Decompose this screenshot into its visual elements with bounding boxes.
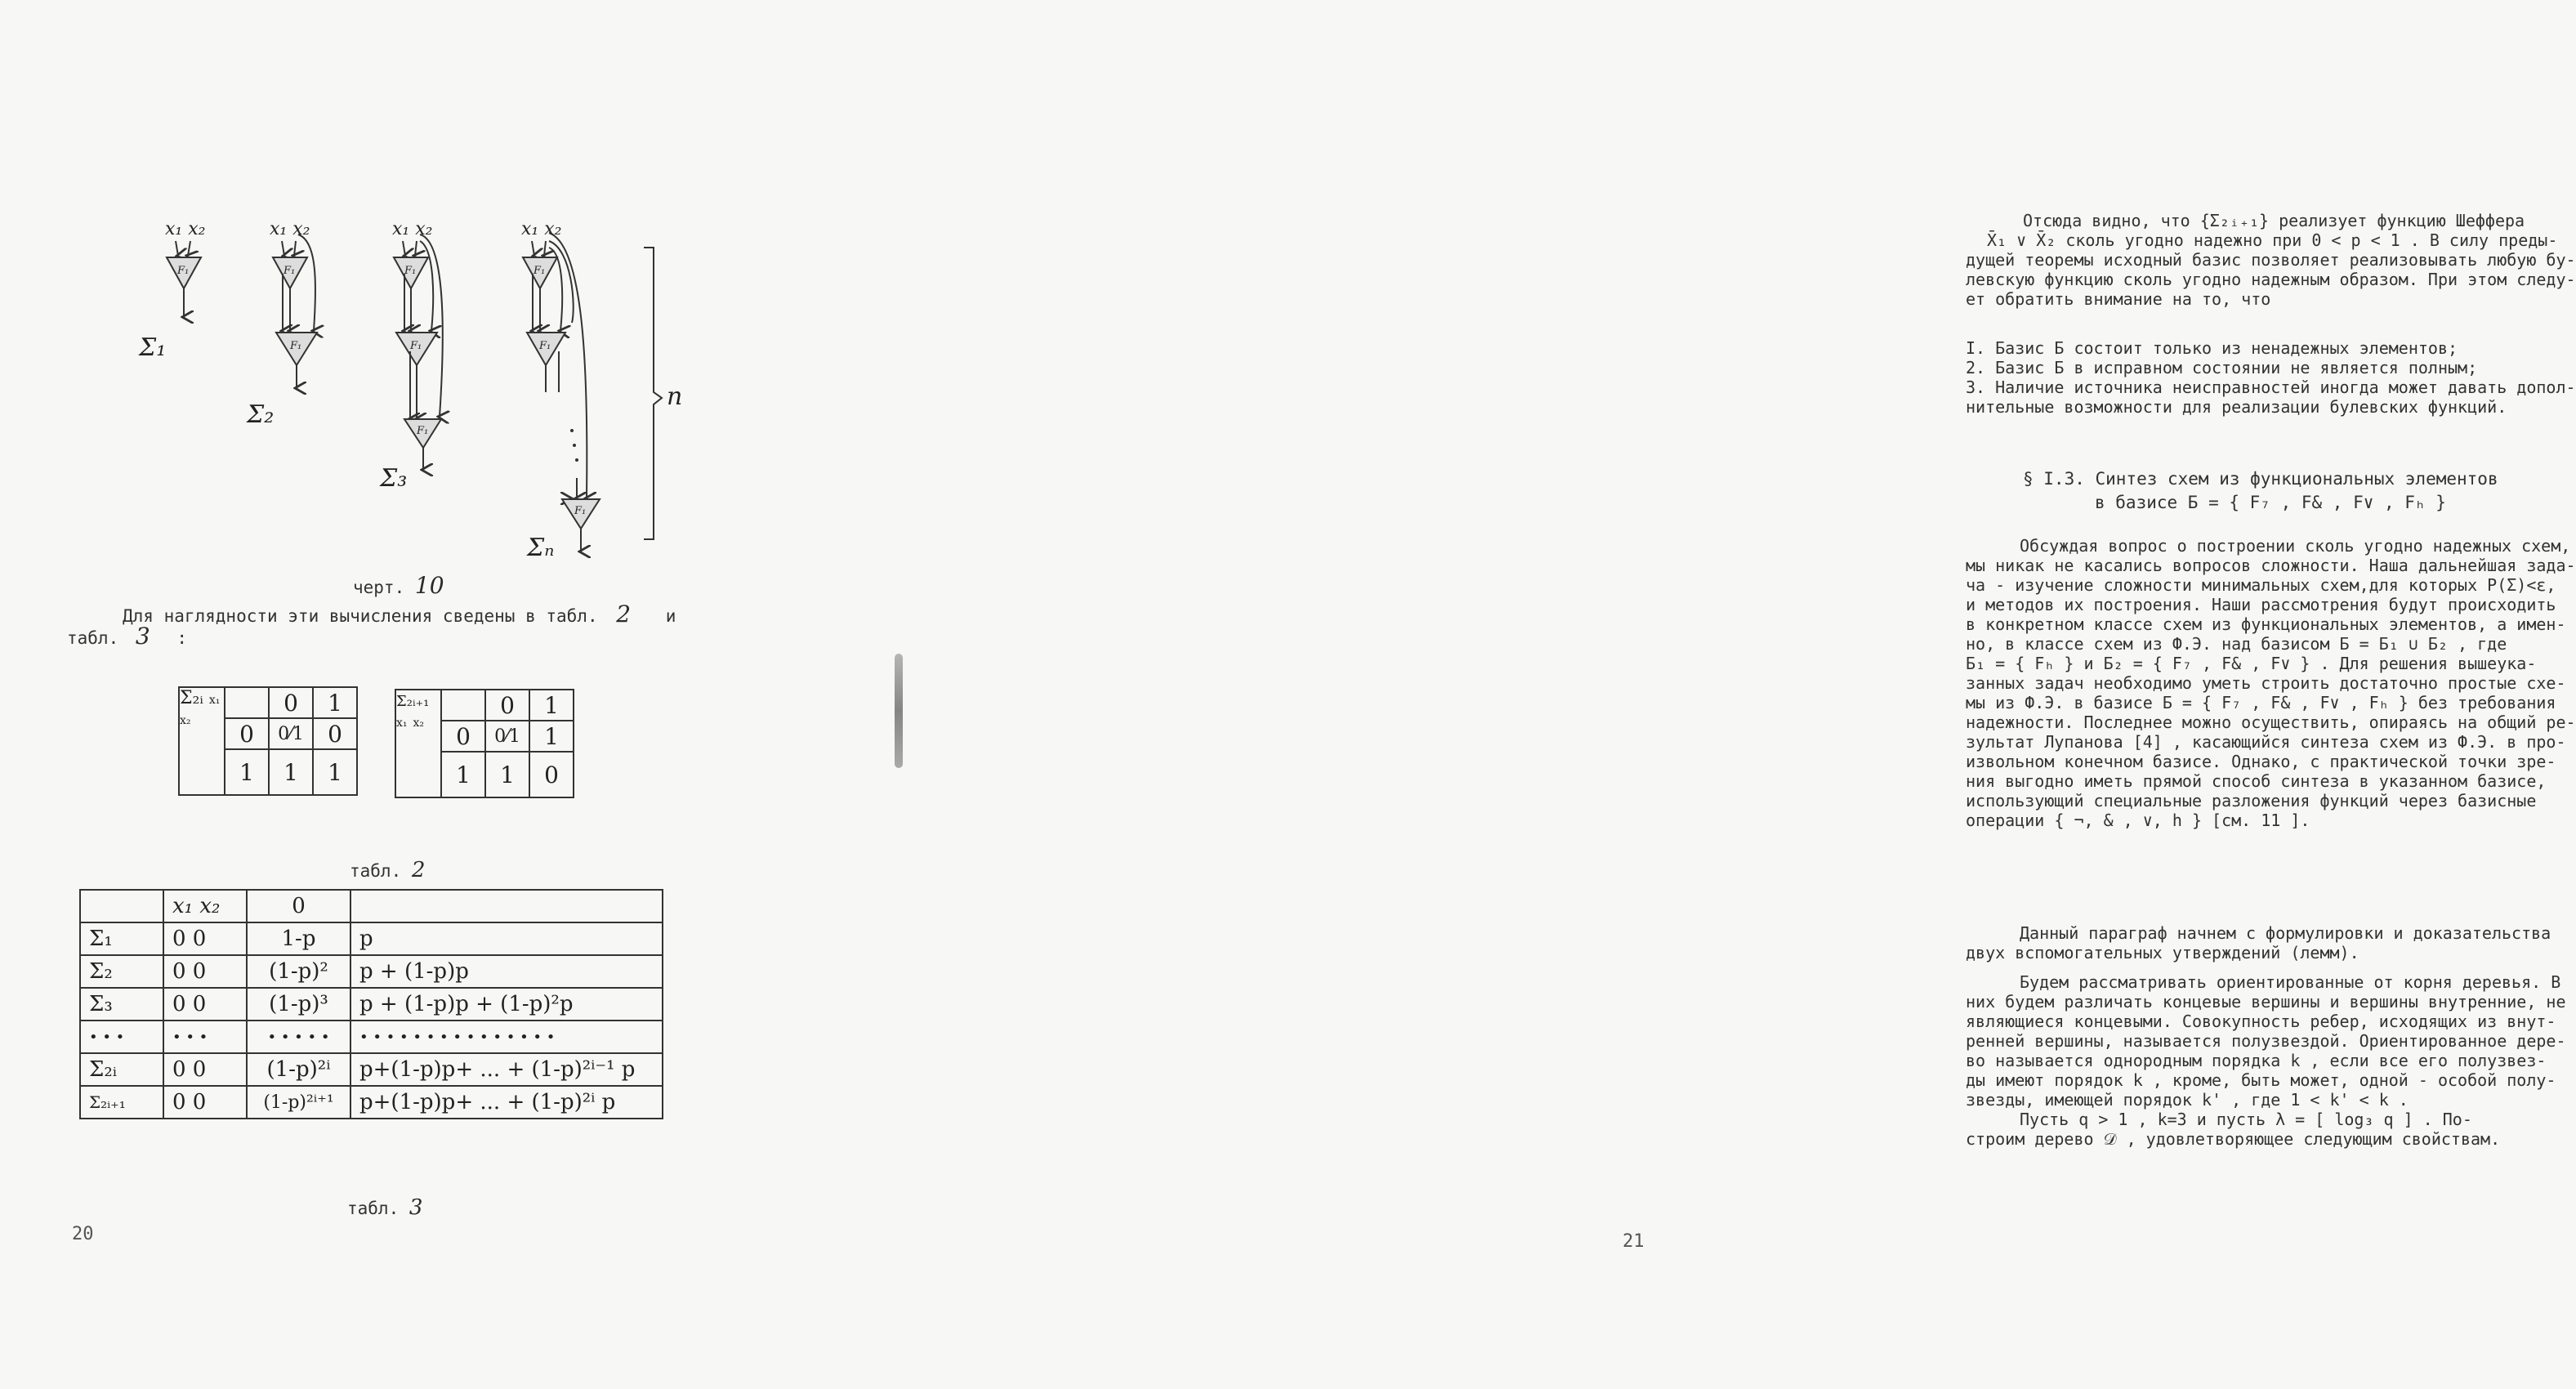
cell: 1 [441,752,485,797]
gate-label: F₁ [404,265,417,277]
col-header: 1 [313,687,357,718]
cell: (1-p)²ⁱ⁺¹ [247,1086,350,1119]
figure-inputs: x₁ x₂ [270,219,310,239]
p2-line: Обсуждая вопрос о построении сколь угодно надежных схем, [2020,536,2571,556]
cell: 1 [225,749,269,795]
gate-label: F₁ [290,340,302,352]
p4-line: ды имеют порядок k , кроме, быть может, одной - особой полу- [1966,1070,2556,1090]
cell: Σ₁ [80,922,163,955]
cell: 1 [485,752,529,797]
list-line: 2. Базис Б в исправном состоянии не является полным; [1966,358,2478,377]
cell: p + (1-p)p [350,955,663,988]
corner-x1: x₁ [208,694,221,707]
header-cell: 0 [247,890,350,922]
p2-line: в конкретном классе схем из функциональных элементов, а имен- [1966,614,2566,634]
p1-line: левскую функцию сколь угодно надежным образом. При этом следу- [1966,270,2576,289]
caption-number: 2 [411,858,426,882]
col-header [225,687,269,718]
cell: 0 0 [163,955,247,988]
cell: • • • [80,1021,163,1053]
corner-x2: x₂ [180,714,191,727]
p1-line: ет обратить внимание на то, что [1966,289,2271,309]
table-row [80,988,663,1021]
gate-label: F₁ [283,265,296,277]
p4-line: во называется однородным порядка k , если все его полузвез- [1966,1051,2547,1070]
corner-sigma: Σ₂ᵢ [180,688,203,708]
cell: 0⁄1 [485,721,529,752]
cell: (1-p)³ [247,988,350,1021]
gate-label: F₁ [534,265,546,277]
p4-line: Пусть q > 1 , k=3 и пусть λ = [ log₃ q ] . По- [2020,1110,2472,1129]
corner-x2: x₂ [413,717,425,730]
cell: 1 [269,749,313,795]
intro-line-2 [67,623,187,650]
table2-corner [395,690,441,797]
cell: Σ₃ [80,988,163,1021]
header-cell [80,890,163,922]
table3-caption [347,1195,422,1220]
p2-line: занных задач необходимо уметь строить достаточно простые схе- [1966,673,2566,693]
header-cell: x₁ x₂ [163,890,247,922]
p2-line: извольном конечном базисе. Однако, с практической точки зре- [1966,752,2556,771]
p1-line: дущей теоремы исходный базис позволяет реализовывать любую бу- [1966,250,2576,270]
table2-right [395,689,574,798]
cell: Σ₂ [80,955,163,988]
cell: (1-p)²ⁱ [247,1053,350,1086]
corner-sigma: Σ₂ᵢ₊₁ [396,693,430,710]
table-row [80,1053,663,1086]
p2-line: мы никак не касались вопросов сложности. Наша дальнейшая зада- [1966,556,2576,575]
col-header: 0 [269,687,313,718]
table2-corner [179,687,225,795]
sum-label: Σₙ [527,534,555,562]
table-ref: 3 [135,623,150,650]
cell: 1 [529,721,574,752]
table-row [80,1086,663,1119]
list-line: I. Базис Б состоит только из ненадежных элементов; [1966,338,2458,358]
figure-inputs: x₁ x₂ [392,219,433,239]
table-row [80,955,663,988]
intro-text: табл. [67,628,119,648]
circuit-figure [114,208,703,568]
table-header-row [80,890,663,922]
cell: Σ₂ᵢ₊₁ [80,1086,163,1119]
p2-line: использующий специальные разложения функций через базисные [1966,791,2537,811]
list-line: 3. Наличие источника неисправностей иногда может давать допол- [1966,377,2576,397]
right-page [954,0,2576,1389]
p2-line: операции { ¬, & , ∨, h } [см. 11 ]. [1966,811,2310,830]
gate-label: F₁ [410,340,422,352]
page-number: 21 [1623,1231,1645,1252]
p2-line: ния выгодно иметь прямой способ синтеза в указанном базисе, [1966,771,2547,791]
cell: 0 [441,721,485,752]
col-header [441,690,485,721]
table2-left [178,686,358,796]
cell: 0⁄1 [269,718,313,749]
cell: (1-p)² [247,955,350,988]
p2-line: зультат Лупанова [4] , касающийся синтеза схем из Ф.Э. в про- [1966,732,2566,752]
intro-text: и [665,606,676,626]
caption-number: 3 [408,1195,423,1220]
cell: • • • [163,1021,247,1053]
corner-x1: x₁ [396,717,408,730]
brace-label: n [667,382,683,411]
figure-inputs: x₁ x₂ [165,219,206,239]
sum-label: Σ₁ [139,333,167,362]
binding-smudge [895,654,903,768]
p3-line: Данный параграф начнем с формулировки и доказательства [2020,923,2551,943]
header-cell [350,890,663,922]
gate-label: F₁ [539,340,551,352]
section-title-1-line: § I.3. Синтез схем из функциональных элементов [2023,469,2498,489]
cell: p + (1-p)p + (1-p)²p [350,988,663,1021]
col-header: 1 [529,690,574,721]
cell: 0 0 [163,1086,247,1119]
p2-line: но, в классе схем из Ф.Э. над базисом Б = Б₁ ∪ Б₂ , где [1966,634,2507,654]
cell: • • • • • [247,1021,350,1053]
p4-line: них будем различать концевые вершины и вершины внутренние, не [1966,992,2566,1012]
col-header: 0 [485,690,529,721]
p1-line: X̄₁ ∨ X̄₂ сколь угодно надежно при 0 < p < 1 . В силу преды- [1987,230,2558,250]
table-row [80,1021,663,1053]
cell: 0 0 [163,922,247,955]
p4-line: звезды, имеющей порядок k' , где 1 < k' < k . [1966,1090,2409,1110]
figure-caption [353,572,444,599]
intro-line-1 [123,601,676,628]
gate-label: F₁ [417,425,429,437]
p4-line: Будем рассматривать ориентированные от корня деревья. В [2020,972,2561,992]
table-ref: 2 [616,601,632,628]
p2-line: надежности. Последнее можно осуществить, опираясь на общий ре- [1966,712,2576,732]
cell: 1 [313,749,357,795]
cell: 0 0 [163,1053,247,1086]
gate-label: F₁ [177,265,190,277]
p3-line: двух вспомогательных утверждений (лемм). [1966,943,2359,962]
sum-label: Σ₃ [380,464,408,493]
cell: Σ₂ᵢ [80,1053,163,1086]
sum-label: Σ₂ [247,400,275,429]
left-page [0,0,954,1389]
table2-caption [350,858,425,882]
cell: • • • • • • • • • • • • • • • [350,1021,663,1053]
cell: p+(1-p)p+ ... + (1-p)²ⁱ⁻¹ p [350,1053,663,1086]
caption-prefix: табл. [347,1199,400,1218]
intro-text: : [176,628,188,648]
p1-line: Отсюда видно, что {Σ₂ᵢ₊₁} реализует функцию Шеффера [2023,211,2525,230]
p2-line: ча - изучение сложности минимальных схем,для которых P(Σ)<ε, [1966,575,2556,595]
p4-line: являющиеся концевыми. Совокупность ребер, исходящих из внут- [1966,1012,2556,1031]
p2-line: Б₁ = { Fₕ } и Б₂ = { F₇ , F& , F∨ } . Для решения вышеука- [1966,654,2537,673]
cell: p+(1-p)p+ ... + (1-p)²ⁱ p [350,1086,663,1119]
cell: 0 [529,752,574,797]
page-number: 20 [72,1224,94,1244]
cell: 0 0 [163,988,247,1021]
p2-line: и методов их построения. Наши рассмотрения будут происходить [1966,595,2556,614]
figure-inputs: x₁ x₂ [521,219,562,239]
section-title-2-line: в базисе Б = { F₇ , F& , F∨ , Fₕ } [2095,493,2446,512]
cell: p [350,922,663,955]
intro-text: Для наглядности эти вычисления сведены в табл. [123,606,598,626]
table-row [80,922,663,955]
p4-line: строим дерево 𝒟 , удовлетворяющее следующим свойствам. [1966,1129,2501,1149]
cell: 0 [225,718,269,749]
cell: 0 [313,718,357,749]
caption-prefix: табл. [350,861,402,881]
list-line: нительные возможности для реализации булевских функций. [1966,397,2507,417]
caption-prefix: черт. [353,578,405,597]
table3 [79,889,663,1119]
p4-line: ренней вершины, называется полузвездой. Ориентированное дере- [1966,1031,2566,1051]
cell: 1-p [247,922,350,955]
gate-label: F₁ [574,505,587,517]
p2-line: мы из Ф.Э. в базисе Б = { F₇ , F& , F∨ , Fₕ } без требования [1966,693,2556,712]
caption-number: 10 [414,572,444,599]
